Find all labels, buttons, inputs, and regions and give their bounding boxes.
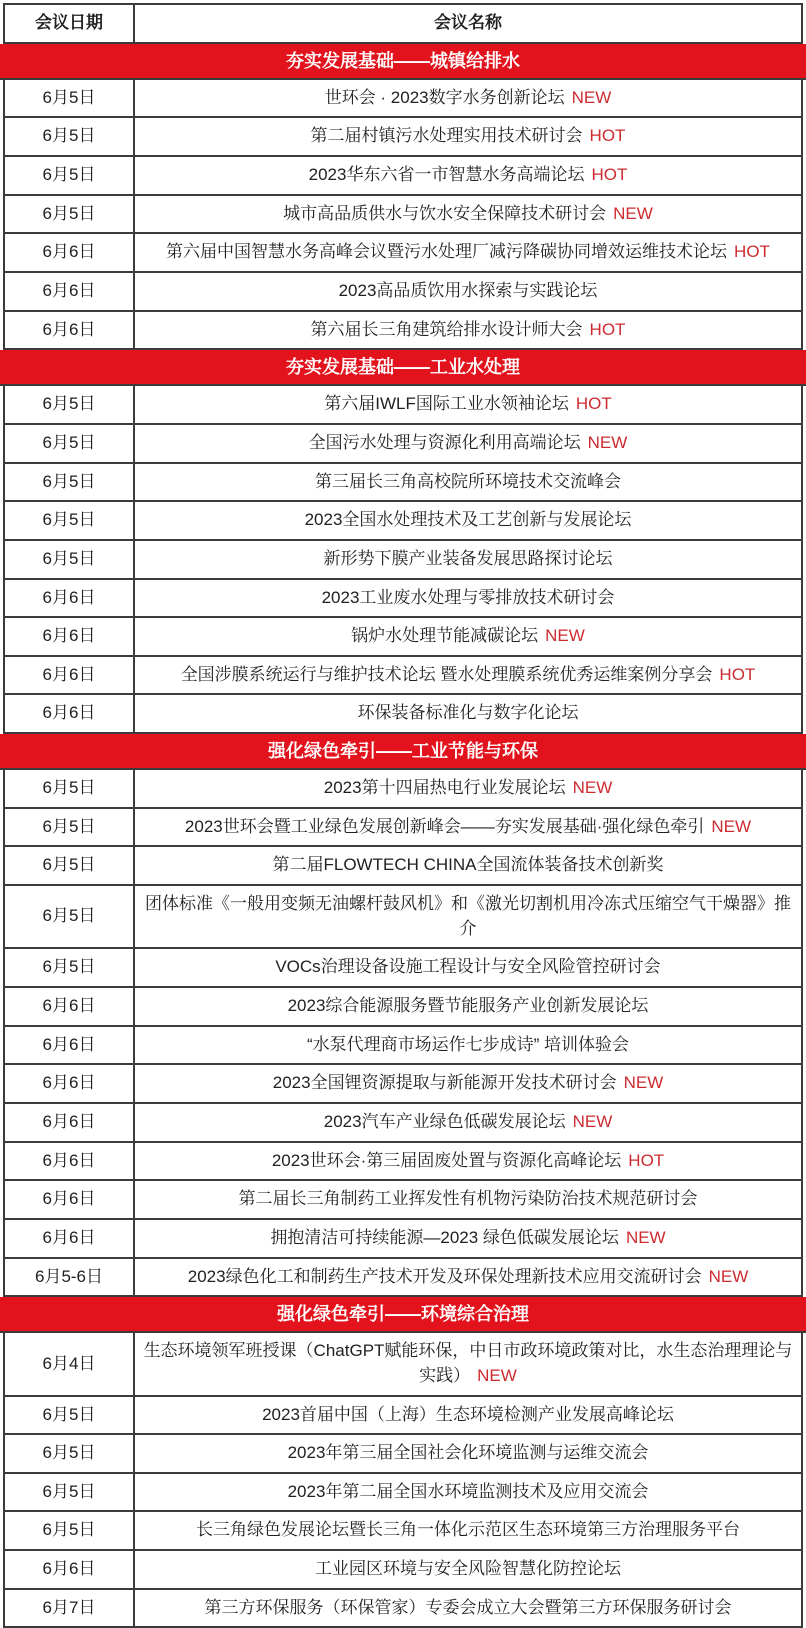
conference-name (288, 1441, 649, 1466)
date-cell: 6月6日 (5, 234, 135, 271)
tag-badge: NEW (708, 1266, 749, 1286)
name-cell (135, 657, 801, 694)
tag-badge: HOT (575, 394, 612, 414)
name-cell (135, 80, 801, 117)
conference-name-text: 全国涉膜系统运行与维护技术论坛 暨水处理膜系统优秀运维案例分享会 (180, 664, 713, 684)
table-row (3, 464, 803, 503)
table-row (3, 1397, 803, 1436)
conference-name (311, 124, 626, 149)
conference-name-text: 全国污水处理与资源化利用高端论坛 (308, 432, 581, 452)
conference-name-text: 2023高品质饮用水探索与实践论坛 (338, 280, 598, 300)
tag-badge: HOT (719, 664, 756, 684)
conference-name (339, 279, 598, 304)
date-cell: 6月6日 (5, 695, 135, 732)
section-header-row: 强化绿色牵引——环境综合治理 (0, 1297, 806, 1333)
column-header-name: 会议名称 (434, 13, 502, 32)
table-row (3, 1027, 803, 1066)
conference-name-text: 锅炉水处理节能减碳论坛 (351, 626, 539, 646)
conference-name (311, 318, 626, 343)
conference-name-text: 新形势下膜产业装备发展思路探讨论坛 (323, 548, 613, 568)
conference-name (358, 701, 579, 726)
tag-badge: NEW (571, 87, 612, 107)
conference-name-text: VOCs治理设备设施工程设计与安全风险管控研讨会 (275, 957, 661, 977)
date-cell: 6月6日 (5, 1181, 135, 1218)
conference-name (143, 1339, 793, 1388)
conference-name (325, 86, 612, 111)
tag-badge: NEW (625, 1227, 666, 1247)
conference-name-text: 2023世环会暨工业绿色发展创新峰会——夯实发展基础·强化绿色牵引 (184, 816, 705, 836)
name-cell (135, 770, 801, 807)
table-row (3, 273, 803, 312)
date-cell: 6月4日 (5, 1333, 135, 1394)
name-cell (135, 1435, 801, 1472)
conference-name-text: 环保装备标准化与数字化论坛 (357, 703, 579, 723)
conference-name (315, 1557, 621, 1582)
name-cell (135, 618, 801, 655)
name-cell (135, 425, 801, 462)
name-cell (135, 847, 801, 884)
table-row (3, 809, 803, 848)
name-cell (135, 1551, 801, 1588)
name-cell (135, 949, 801, 986)
conference-name (322, 586, 615, 611)
date-cell: 6月5日 (5, 386, 135, 423)
conference-name (188, 1265, 749, 1290)
column-header-date: 会议日期 (5, 5, 135, 42)
conference-name-text: 2023世环会·第三届固废处置与资源化高峰论坛 (271, 1150, 622, 1170)
name-cell (135, 502, 801, 539)
date-cell: 6月5日 (5, 464, 135, 501)
date-cell: 6月5日 (5, 1435, 135, 1472)
name-cell (135, 386, 801, 423)
tag-badge: HOT (591, 165, 628, 185)
name-cell (135, 1333, 801, 1394)
name-cell (135, 1065, 801, 1102)
conference-name-text: 第三届长三角高校院所环境技术交流峰会 (315, 471, 621, 491)
date-cell: 6月5日 (5, 949, 135, 986)
table-row (3, 1259, 803, 1298)
conference-name (283, 202, 653, 227)
date-cell: 6月5日 (5, 886, 135, 947)
table-row (3, 80, 803, 119)
conference-schedule-table (0, 3, 806, 1628)
conference-name (324, 392, 612, 417)
date-cell: 6月6日 (5, 580, 135, 617)
table-row (3, 1474, 803, 1513)
name-cell (135, 234, 801, 271)
tag-badge: NEW (587, 432, 628, 452)
name-cell (135, 273, 801, 310)
conference-name-text: 2023华东六省一市智慧水务高端论坛 (308, 165, 585, 185)
conference-name (262, 1403, 674, 1428)
date-cell: 6月5日 (5, 847, 135, 884)
name-cell (135, 312, 801, 349)
date-cell: 6月5日 (5, 770, 135, 807)
conference-name-text: 生态环境领军班授课（ChatGPT赋能环保，中日市政环境政策对比，水生态治理理论与实践） (143, 1341, 793, 1385)
date-cell: 6月5日 (5, 541, 135, 578)
conference-name-text: 长三角绿色发展论坛暨长三角一体化示范区生态环境第三方治理服务平台 (196, 1520, 740, 1540)
table-row (3, 118, 803, 157)
conference-name-text: 2023第十四届热电行业发展论坛 (323, 778, 566, 798)
name-cell (135, 1104, 801, 1141)
table-body (0, 44, 806, 1628)
table-row (3, 618, 803, 657)
date-cell: 6月5日 (5, 1474, 135, 1511)
conference-name (315, 470, 621, 495)
table-row (3, 1590, 803, 1628)
name-cell (135, 886, 801, 947)
conference-name-text: 世环会 · 2023数字水务创新论坛 (324, 87, 565, 107)
table-row (3, 502, 803, 541)
table-row (3, 1104, 803, 1143)
tag-badge: HOT (628, 1150, 665, 1170)
conference-name-text: 城市高品质供水与饮水安全保障技术研讨会 (283, 203, 607, 223)
date-cell: 6月6日 (5, 657, 135, 694)
date-cell: 6月6日 (5, 618, 135, 655)
date-cell: 6月5日 (5, 80, 135, 117)
tag-badge: HOT (734, 242, 770, 262)
date-cell: 6月5日 (5, 502, 135, 539)
date-cell: 6月5日 (5, 196, 135, 233)
tag-badge: NEW (477, 1365, 517, 1385)
name-cell (135, 118, 801, 155)
conference-name-text: 2023汽车产业绿色低碳发展论坛 (323, 1111, 566, 1131)
date-cell: 6月5日 (5, 1512, 135, 1549)
table-row (3, 157, 803, 196)
table-row (3, 580, 803, 619)
date-cell: 6月6日 (5, 1220, 135, 1257)
name-cell (135, 541, 801, 578)
conference-name-text: 2023工业废水处理与零排放技术研讨会 (321, 587, 615, 607)
table-row (3, 234, 803, 273)
date-cell: 6月7日 (5, 1590, 135, 1627)
conference-name-text: 第三方环保服务（环保管家）专委会成立大会暨第三方环保服务研讨会 (204, 1597, 732, 1617)
table-row (3, 1220, 803, 1259)
table-row (3, 541, 803, 580)
conference-name (324, 547, 613, 572)
conference-name (270, 1226, 665, 1251)
table-row (3, 312, 803, 351)
date-cell: 6月5日 (5, 809, 135, 846)
conference-name (309, 431, 628, 456)
conference-name-text: 2023首届中国（上海）生态环境检测产业发展高峰论坛 (262, 1404, 674, 1424)
section-header-row: 夯实发展基础——工业水处理 (0, 350, 806, 386)
name-cell (135, 1143, 801, 1180)
date-cell: 6月6日 (5, 1104, 135, 1141)
conference-name-text: 2023全国水处理技术及工艺创新与发展论坛 (304, 510, 632, 530)
conference-name (324, 1110, 613, 1135)
tag-badge: NEW (545, 626, 585, 646)
name-cell (135, 1220, 801, 1257)
conference-name (307, 1033, 629, 1058)
conference-name (288, 994, 649, 1019)
section-header-row: 强化绿色牵引——工业节能与环保 (0, 734, 806, 770)
date-cell: 6月5日 (5, 118, 135, 155)
table-row (3, 847, 803, 886)
name-cell (135, 196, 801, 233)
conference-name (288, 1480, 649, 1505)
conference-name-text: 2023年第二届全国水环境监测技术及应用交流会 (287, 1481, 649, 1501)
conference-name (309, 163, 628, 188)
tag-badge: HOT (589, 126, 626, 146)
table-row (3, 695, 803, 734)
table-row (3, 1512, 803, 1551)
conference-name-text: 拥抱清洁可持续能源—2023 绿色低碳发展论坛 (270, 1227, 619, 1247)
name-cell (135, 809, 801, 846)
table-header-row (3, 3, 803, 44)
date-cell: 6月6日 (5, 1143, 135, 1180)
name-cell (135, 1512, 801, 1549)
table-row (3, 386, 803, 425)
table-row (3, 770, 803, 809)
table-row (3, 1065, 803, 1104)
name-cell (135, 1474, 801, 1511)
date-cell: 6月6日 (5, 988, 135, 1025)
date-cell: 6月6日 (5, 1027, 135, 1064)
table-row (3, 196, 803, 235)
tag-badge: NEW (572, 778, 613, 798)
table-row (3, 425, 803, 464)
table-row (3, 1435, 803, 1474)
conference-name-text: 第六届长三角建筑给排水设计师大会 (310, 319, 583, 339)
conference-name (272, 1149, 664, 1174)
name-cell (135, 1181, 801, 1218)
conference-name (273, 853, 664, 878)
name-cell (135, 695, 801, 732)
conference-name-text: 第二届村镇污水处理实用技术研讨会 (310, 126, 583, 146)
conference-name (275, 955, 660, 980)
name-cell (135, 464, 801, 501)
conference-name (324, 776, 613, 801)
table-row (3, 1143, 803, 1182)
conference-name (205, 1596, 732, 1621)
table-row (3, 949, 803, 988)
table-row (3, 1181, 803, 1220)
conference-name-text: 2023绿色化工和制药生产技术开发及环保处理新技术应用交流研讨会 (187, 1266, 702, 1286)
name-cell (135, 1397, 801, 1434)
section-header-row: 夯实发展基础——城镇给排水 (0, 44, 806, 80)
tag-badge: NEW (613, 203, 653, 223)
date-cell: 6月5日 (5, 157, 135, 194)
tag-badge: NEW (623, 1073, 664, 1093)
tag-badge: NEW (572, 1111, 613, 1131)
date-cell: 6月5-6日 (5, 1259, 135, 1296)
date-cell: 6月6日 (5, 1551, 135, 1588)
conference-name-text: 2023综合能源服务暨节能服务产业创新发展论坛 (287, 996, 649, 1016)
conference-name (166, 240, 770, 265)
conference-name (239, 1187, 698, 1212)
conference-name-text: 2023年第三届全国社会化环境监测与运维交流会 (287, 1443, 649, 1463)
table-row (3, 988, 803, 1027)
name-cell (135, 157, 801, 194)
conference-name-text: 第二届长三角制药工业挥发性有机物污染防治技术规范研讨会 (238, 1189, 698, 1209)
table-row (3, 1333, 803, 1396)
conference-name (143, 892, 793, 941)
conference-name-text: 工业园区环境与安全风险智慧化防控论坛 (315, 1559, 621, 1579)
date-cell: 6月6日 (5, 312, 135, 349)
conference-name-text: 第六届中国智慧水务高峰会议暨污水处理厂减污降碳协同增效运维技术论坛 (166, 242, 728, 262)
name-cell (135, 1590, 801, 1627)
conference-name (305, 508, 632, 533)
conference-name (351, 624, 585, 649)
conference-name-text: 第六届IWLF国际工业水领袖论坛 (324, 394, 569, 414)
date-cell: 6月5日 (5, 425, 135, 462)
tag-badge: NEW (711, 816, 752, 836)
name-cell (135, 1027, 801, 1064)
date-cell: 6月5日 (5, 1397, 135, 1434)
conference-name (196, 1518, 740, 1543)
conference-name (181, 663, 756, 688)
conference-name-text: 团体标准《一般用变频无油螺杆鼓风机》和《激光切割机用冷冻式压缩空气干燥器》推介 (145, 894, 791, 938)
name-cell (135, 580, 801, 617)
conference-name-text: 2023全国锂资源提取与新能源开发技术研讨会 (272, 1073, 617, 1093)
conference-name-text: 第二届FLOWTECH CHINA全国流体装备技术创新奖 (272, 855, 664, 875)
tag-badge: HOT (589, 319, 626, 339)
table-row (3, 886, 803, 949)
table-row (3, 657, 803, 696)
conference-name-text: “水泵代理商市场运作七步成诗” 培训体验会 (306, 1034, 630, 1054)
name-cell (135, 1259, 801, 1296)
name-cell (135, 988, 801, 1025)
date-cell: 6月6日 (5, 1065, 135, 1102)
conference-name (185, 815, 751, 840)
table-row (3, 1551, 803, 1590)
date-cell: 6月6日 (5, 273, 135, 310)
conference-name (273, 1071, 664, 1096)
